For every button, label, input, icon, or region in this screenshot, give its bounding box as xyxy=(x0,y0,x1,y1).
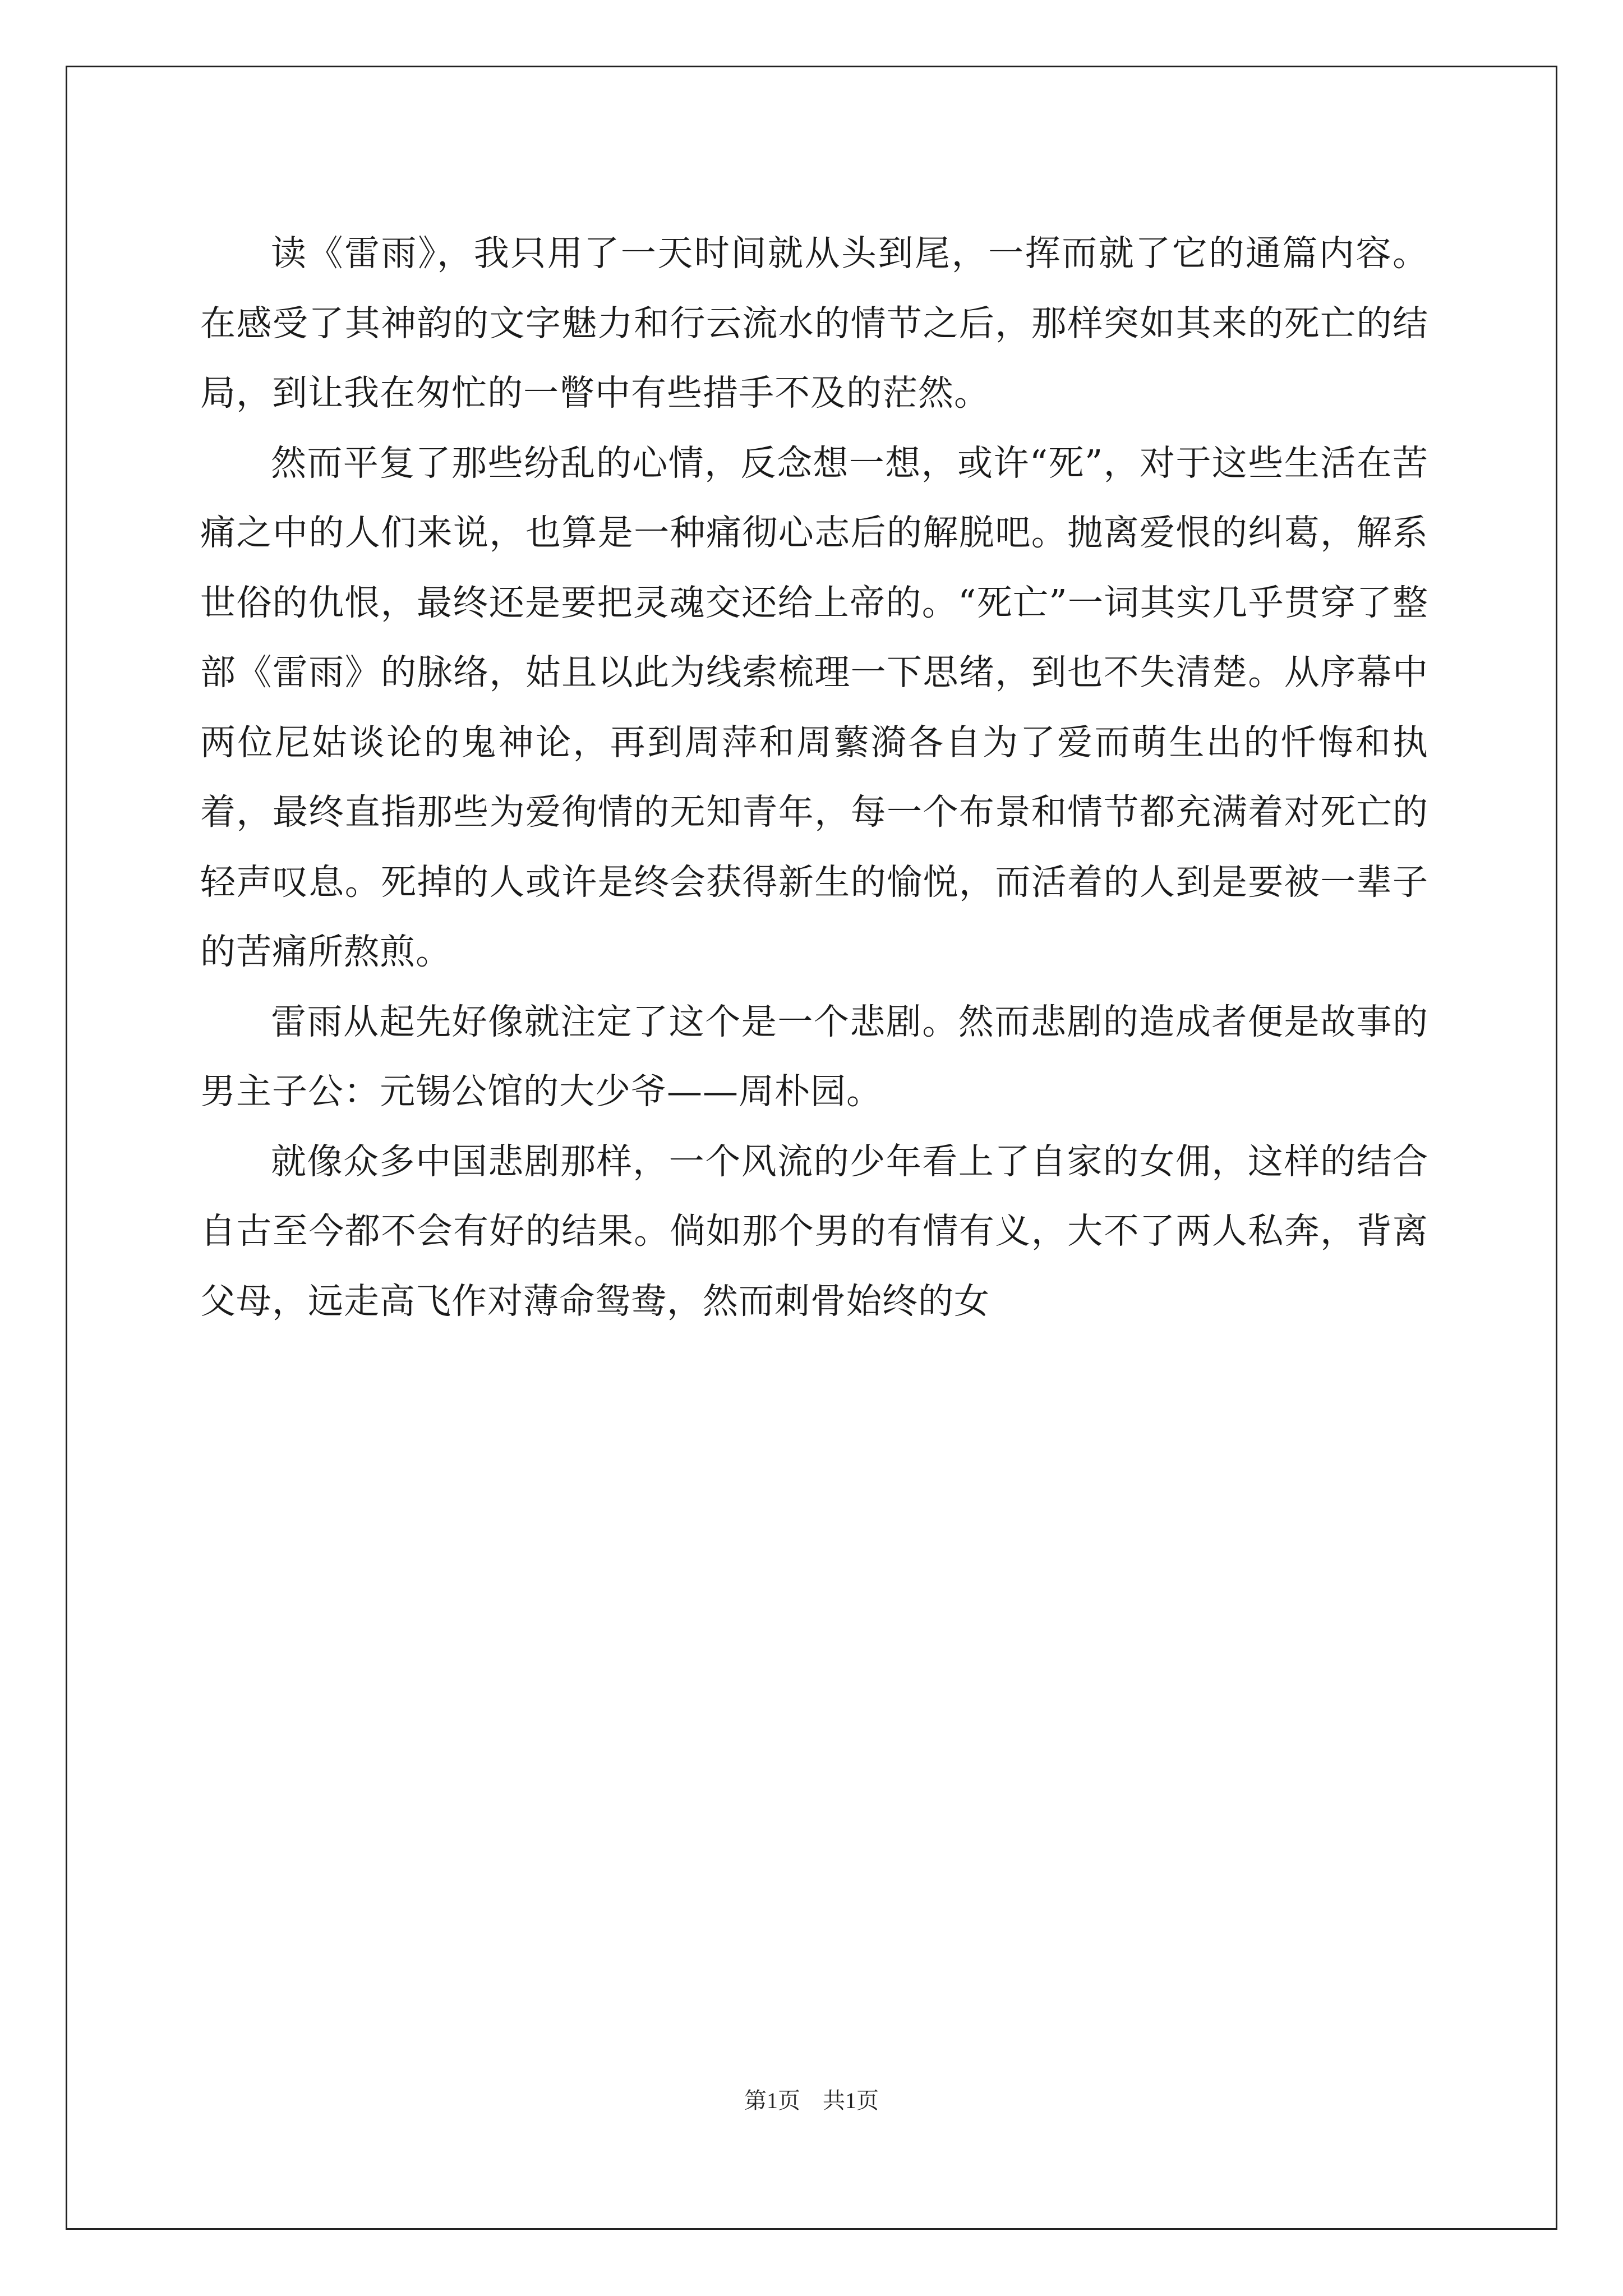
paragraph-2: 然而平复了那些纷乱的心情，反念想一想，或许“死”，对于这些生活在苦痛之中的人们来说，也算是一种痛彻心志后的解脱吧。抛离爱恨的纠葛，解系世俗的仇恨，最终还是要把灵魂交还给上帝的。“死亡”一词其实几乎贯穿了整部《雷雨》的脉络，姑且以此为线索梳理一下思绪，到也不失清楚。从序幕中两位尼姑谈论的鬼神论，再到周萍和周蘩漪各自为了爱而萌生出的忏悔和执着，最终直指那些为爱徇情的无知青年，每一个布景和情节都充满着对死亡的轻声叹息。死掉的人或许是终会获得新生的愉悦，而活着的人到是要被一辈子的苦痛所熬煎。 xyxy=(200,442,1428,972)
document-body xyxy=(200,219,1428,1336)
paragraph-3: 雷雨从起先好像就注定了这个是一个悲剧。然而悲剧的造成者便是故事的男主子公：元锡公馆的大少爷——周朴园。 xyxy=(200,1001,1428,1112)
paragraph-4: 就像众多中国悲剧那样，一个风流的少年看上了自家的女佣，这样的结合自古至今都不会有好的结果。倘如那个男的有情有义，大不了两人私奔，背离父母，远走高飞作对薄命鸳鸯，然而刺骨始终的女 xyxy=(200,1140,1428,1322)
page-number-footer: 第1页 共1页 xyxy=(744,2088,879,2113)
paragraph-1: 读《雷雨》，我只用了一天时间就从头到尾，一挥而就了它的通篇内容。在感受了其神韵的文字魅力和行云流水的情节之后，那样突如其来的死亡的结局，到让我在匆忙的一瞥中有些措手不及的茫然。 xyxy=(200,233,1428,413)
